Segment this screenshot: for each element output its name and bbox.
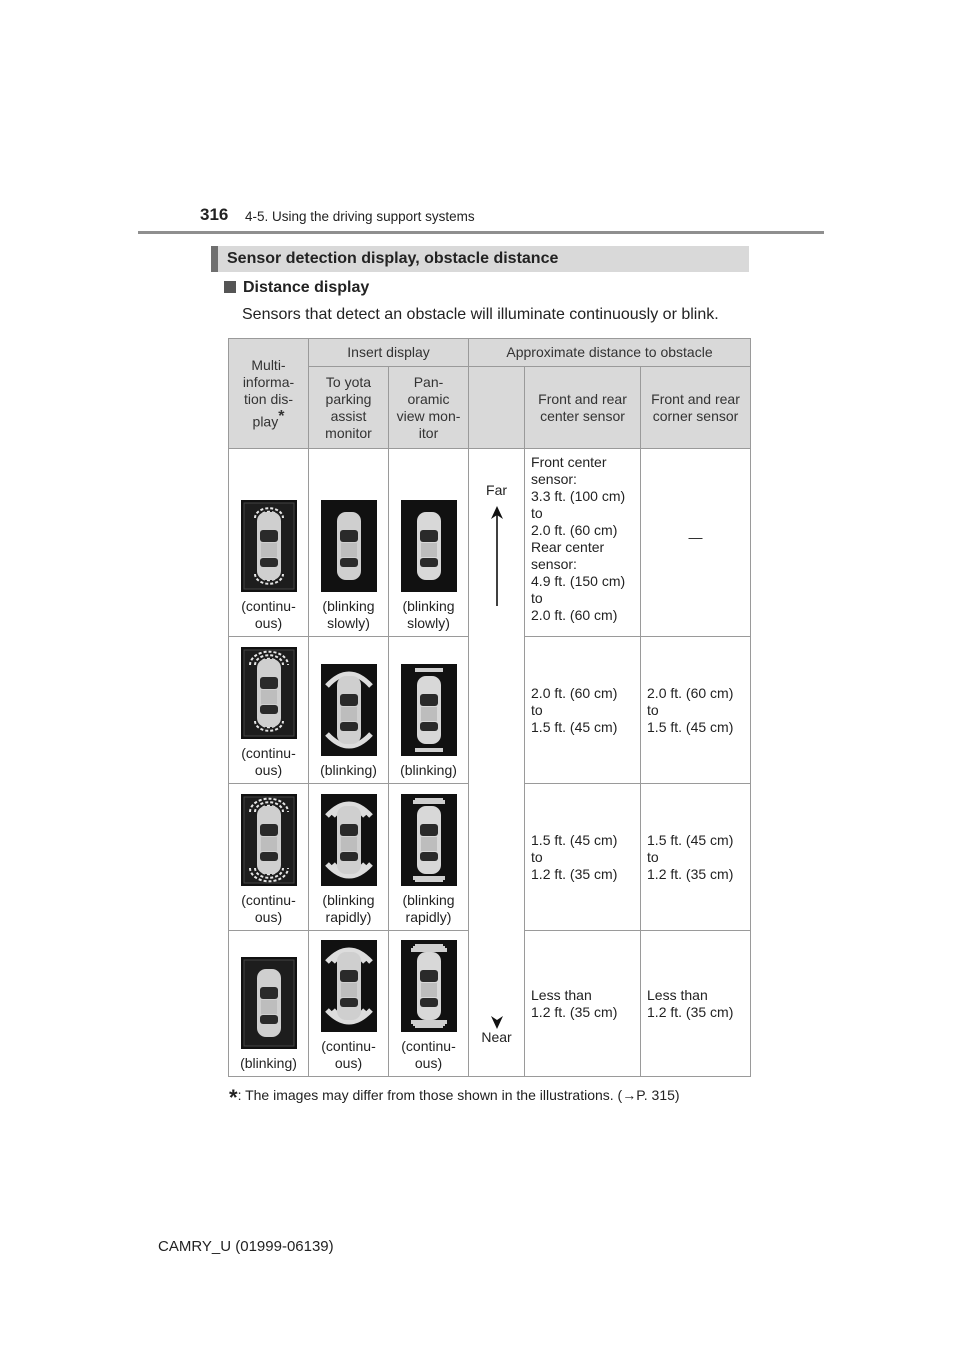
far-label: Far [486,482,508,498]
corner-sensor-text: 2.0 ft. (60 cm) to 1.5 ft. (45 cm) [647,684,734,735]
mid-caption: (continu- ous) [241,745,296,778]
distance-table [228,338,751,1077]
mid-cell [229,637,309,784]
pvm-caption: (blinking) [400,762,457,778]
header-corner-sensor [641,367,751,449]
chapter-title: 4-5. Using the driving support systems [245,209,475,224]
footnote-mark: * [229,1085,238,1110]
arrow-head-up-icon [490,506,504,520]
pvm-cell [389,784,469,931]
header-blank [469,367,525,449]
corner-sensor-text: 1.5 ft. (45 cm) to 1.2 ft. (35 cm) [647,831,734,882]
center-sensor-distance [525,784,641,931]
subheading [224,279,369,297]
model-code: CAMRY_U (01999-06139) [158,1238,334,1255]
tpa-cell [309,931,389,1077]
subheading-label: Distance display [243,279,370,296]
center-sensor-text: 1.5 ft. (45 cm) to 1.2 ft. (35 cm) [531,831,618,882]
tpa-cell [309,637,389,784]
pvm-cell [389,637,469,784]
square-bullet-icon [224,281,236,293]
section-heading: Sensor detection display, obstacle distance [211,246,749,272]
page-number: 316 [200,205,229,224]
header-toyota-parking-label: To yota parking assist monitor [325,373,372,441]
car-top-view-icon [241,794,297,886]
header-panoramic [389,367,469,449]
center-sensor-distance [525,931,641,1077]
header-corner-sensor-label: Front and rear corner sensor [651,390,740,424]
header-insert-display: Insert display [309,339,469,367]
tpa-caption: (blinking rapidly) [322,892,375,925]
header-center-sensor-label: Front and rear center sensor [538,390,627,424]
mid-caption: (continu- ous) [241,892,296,925]
tpa-caption: (blinking) [320,762,377,778]
tpa-caption: (continu- ous) [321,1038,376,1071]
pvm-cell [389,449,469,637]
arrow-head-down-icon [490,1015,504,1029]
corner-sensor-text: Less than 1.2 ft. (35 cm) [647,986,734,1020]
table-row [229,449,751,637]
car-top-view-icon [401,500,457,592]
mid-cell [229,449,309,637]
double-arrow-icon [489,509,505,609]
pvm-caption: (blinking rapidly) [402,892,455,925]
pvm-caption: (continu- ous) [401,1038,456,1071]
footnote [229,1085,680,1111]
mid-caption: (blinking) [240,1055,297,1071]
corner-sensor-distance [641,637,751,784]
corner-sensor-distance [641,931,751,1077]
mid-cell [229,784,309,931]
header-multi-info-label: Multi- informa- tion dis- play [242,356,295,430]
footnote-text: : The images may differ from those shown in the illustrations. (→P. 315) [237,1087,680,1103]
intro-text: Sensors that detect an obstacle will illuminate continuously or blink. [242,306,719,323]
near-label: Near [481,1029,512,1045]
car-top-view-icon [401,664,457,756]
mid-cell [229,931,309,1077]
far-near-indicator [469,449,525,1077]
tpa-caption: (blinking slowly) [322,598,375,631]
car-top-view-icon [241,957,297,1049]
car-top-view-icon [321,500,377,592]
header-multi-info [229,339,309,449]
center-sensor-distance [525,449,641,637]
pvm-cell [389,931,469,1077]
header-footnote-mark: * [278,407,285,425]
corner-sensor-distance [641,784,751,931]
car-top-view-icon [321,940,377,1032]
pvm-caption: (blinking slowly) [402,598,455,631]
mid-caption: (continu- ous) [241,598,296,631]
header-rule [138,231,824,234]
tpa-cell [309,784,389,931]
corner-sensor-distance [641,449,751,637]
center-sensor-text: Front center sensor: 3.3 ft. (100 cm) to 2.0 ft. (60 cm) Rear center sensor: 4.9 ft. (150 cm) to 2.0 ft. (60 cm) [531,454,626,623]
car-top-view-icon [321,794,377,886]
car-top-view-icon [241,647,297,739]
center-sensor-distance [525,637,641,784]
center-sensor-text: 2.0 ft. (60 cm) to 1.5 ft. (45 cm) [531,684,618,735]
car-top-view-icon [401,794,457,886]
corner-sensor-text: — [688,529,703,545]
header-center-sensor [525,367,641,449]
car-top-view-icon [241,500,297,592]
tpa-cell [309,449,389,637]
car-top-view-icon [401,940,457,1032]
car-top-view-icon [321,664,377,756]
header-toyota-parking [309,367,389,449]
header-panoramic-label: Pan- oramic view mon- itor [396,373,461,441]
header-approx-distance: Approximate distance to obstacle [469,339,751,367]
center-sensor-text: Less than 1.2 ft. (35 cm) [531,986,618,1020]
